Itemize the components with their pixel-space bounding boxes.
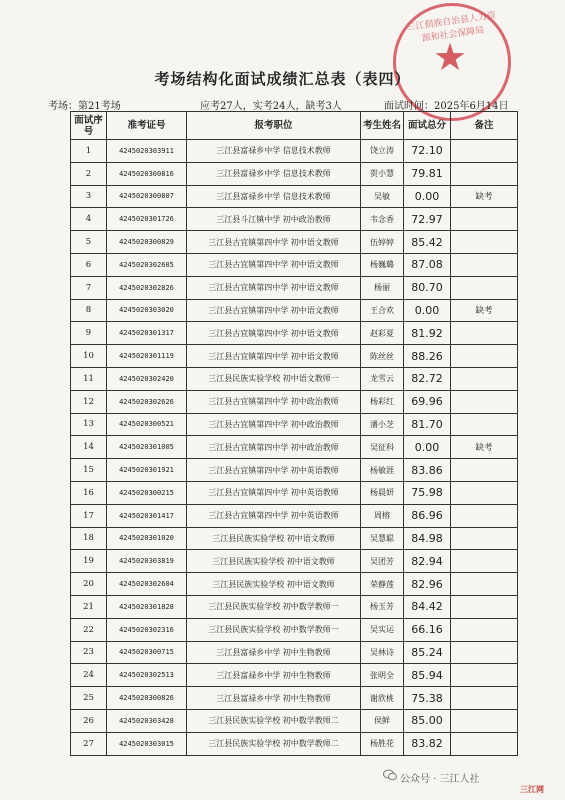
remark — [451, 641, 518, 664]
job-post: 三江县富禄乡中学 初中生物教师 — [187, 641, 361, 664]
total-score: 0.00 — [404, 436, 451, 459]
total-score: 82.96 — [404, 573, 451, 596]
ticket-id: 4245020300521 — [107, 413, 187, 436]
job-post: 三江县古宜镇第四中学 初中英语教师 — [187, 459, 361, 482]
row-number: 25 — [71, 687, 107, 710]
ticket-id: 4245020300215 — [107, 481, 187, 504]
score-table — [70, 111, 518, 756]
total-score: 72.10 — [404, 140, 451, 163]
table-row — [71, 413, 518, 436]
candidate-name: 杨丽 — [361, 276, 404, 299]
candidate-name: 贺小慧 — [361, 162, 404, 185]
job-post: 三江县民族实验学校 初中数学教师一 — [187, 595, 361, 618]
table-header-row — [71, 112, 518, 140]
candidate-name: 谢欣桃 — [361, 687, 404, 710]
job-post: 三江县富禄乡中学 信息技术教师 — [187, 140, 361, 163]
ticket-id: 4245020300829 — [107, 231, 187, 254]
remark — [451, 345, 518, 368]
candidate-name: 王合欢 — [361, 299, 404, 322]
job-post: 三江县古宜镇第四中学 初中语文教师 — [187, 231, 361, 254]
ticket-id: 4245020303428 — [107, 709, 187, 732]
remark — [451, 367, 518, 390]
seal-text: 三江侗族自治县人力资源和社会保障局 — [406, 10, 497, 45]
remark — [451, 550, 518, 573]
total-score: 66.16 — [404, 618, 451, 641]
candidate-name: 周榕 — [361, 504, 404, 527]
table-body — [71, 140, 518, 756]
job-post: 三江县民族实验学校 初中语文教师 — [187, 550, 361, 573]
job-post: 三江县民族实验学校 初中语文教师 — [187, 527, 361, 550]
table-row — [71, 436, 518, 459]
candidate-name: 韦念香 — [361, 208, 404, 231]
ticket-id: 4245020302513 — [107, 664, 187, 687]
table-row — [71, 687, 518, 710]
total-score: 81.92 — [404, 322, 451, 345]
job-post: 三江县富禄乡中学 初中生物教师 — [187, 664, 361, 687]
ticket-id: 4245020302604 — [107, 573, 187, 596]
total-score: 85.94 — [404, 664, 451, 687]
candidate-name: 张明全 — [361, 664, 404, 687]
candidate-name: 潘小芝 — [361, 413, 404, 436]
table-row — [71, 208, 518, 231]
table-row — [71, 367, 518, 390]
candidate-name: 伍婷婷 — [361, 231, 404, 254]
table-row — [71, 253, 518, 276]
row-number: 4 — [71, 208, 107, 231]
ticket-id: 4245020300816 — [107, 162, 187, 185]
row-number: 16 — [71, 481, 107, 504]
total-score: 83.86 — [404, 459, 451, 482]
row-number: 9 — [71, 322, 107, 345]
remark — [451, 276, 518, 299]
job-post: 三江县民族实验学校 初中语文教师一 — [187, 367, 361, 390]
table-row — [71, 550, 518, 573]
ticket-id: 4245020300715 — [107, 641, 187, 664]
total-score: 72.97 — [404, 208, 451, 231]
ticket-id: 4245020303911 — [107, 140, 187, 163]
total-score: 0.00 — [404, 185, 451, 208]
attendance-summary: 应考27人，实考24人，缺考3人 — [200, 101, 342, 112]
table-row — [71, 231, 518, 254]
row-number: 24 — [71, 664, 107, 687]
table-row — [71, 459, 518, 482]
job-post: 三江县古宜镇第四中学 初中语文教师 — [187, 322, 361, 345]
row-number: 10 — [71, 345, 107, 368]
total-score: 86.96 — [404, 504, 451, 527]
seal-star-icon: ★ — [433, 35, 468, 79]
candidate-name: 吴实运 — [361, 618, 404, 641]
table-row — [71, 573, 518, 596]
candidate-name: 吴团芳 — [361, 550, 404, 573]
ticket-id: 4245020302605 — [107, 253, 187, 276]
row-number: 5 — [71, 231, 107, 254]
total-score: 81.70 — [404, 413, 451, 436]
row-number: 3 — [71, 185, 107, 208]
total-score: 84.42 — [404, 595, 451, 618]
candidate-name: 杨敏涯 — [361, 459, 404, 482]
candidate-name: 龙雪云 — [361, 367, 404, 390]
header-seq: 面试序号 — [71, 112, 107, 140]
row-number: 17 — [71, 504, 107, 527]
table-row — [71, 276, 518, 299]
wechat-icon — [383, 769, 397, 781]
total-score: 79.81 — [404, 162, 451, 185]
remark — [451, 527, 518, 550]
remark — [451, 664, 518, 687]
row-number: 8 — [71, 299, 107, 322]
job-post: 三江县民族实验学校 初中数学教师一 — [187, 618, 361, 641]
remark — [451, 253, 518, 276]
ticket-id: 4245020302420 — [107, 367, 187, 390]
table-row — [71, 709, 518, 732]
job-post: 三江县民族实验学校 初中数学教师二 — [187, 709, 361, 732]
candidate-name: 杨巍璐 — [361, 253, 404, 276]
job-post: 三江县古宜镇第四中学 初中政治教师 — [187, 390, 361, 413]
remark — [451, 162, 518, 185]
remark — [451, 732, 518, 755]
remark — [451, 413, 518, 436]
ticket-id: 4245020300826 — [107, 687, 187, 710]
table-row — [71, 162, 518, 185]
table-row — [71, 345, 518, 368]
job-post: 三江县古宜镇第四中学 初中语文教师 — [187, 276, 361, 299]
total-score: 82.72 — [404, 367, 451, 390]
table-row — [71, 732, 518, 755]
row-number: 14 — [71, 436, 107, 459]
ticket-id: 4245020301005 — [107, 436, 187, 459]
candidate-name: 陈丝丝 — [361, 345, 404, 368]
candidate-name: 吴慧聪 — [361, 527, 404, 550]
table-row — [71, 299, 518, 322]
ticket-id: 4245020301020 — [107, 527, 187, 550]
candidate-name: 侯鲜 — [361, 709, 404, 732]
job-post: 三江县古宜镇第四中学 初中英语教师 — [187, 504, 361, 527]
header-name: 考生姓名 — [361, 112, 404, 140]
total-score: 85.42 — [404, 231, 451, 254]
header-score: 面试总分 — [404, 112, 451, 140]
exam-room: 考场：第21考场 — [48, 101, 121, 112]
job-post: 三江县富禄乡中学 信息技术教师 — [187, 162, 361, 185]
row-number: 2 — [71, 162, 107, 185]
interview-date: 面试时间：2025年6月14日 — [384, 101, 509, 112]
remark — [451, 322, 518, 345]
remark — [451, 459, 518, 482]
total-score: 82.94 — [404, 550, 451, 573]
candidate-name: 赵彩夏 — [361, 322, 404, 345]
remark — [451, 231, 518, 254]
ticket-id: 4245020301726 — [107, 208, 187, 231]
total-score: 75.38 — [404, 687, 451, 710]
row-number: 12 — [71, 390, 107, 413]
row-number: 23 — [71, 641, 107, 664]
total-score: 75.98 — [404, 481, 451, 504]
table-row — [71, 481, 518, 504]
ticket-id: 4245020301828 — [107, 595, 187, 618]
table-row — [71, 322, 518, 345]
table-row — [71, 641, 518, 664]
candidate-name: 荣静莲 — [361, 573, 404, 596]
header-note: 备注 — [451, 112, 518, 140]
job-post: 三江县古宜镇第四中学 初中语文教师 — [187, 345, 361, 368]
job-post: 三江县古宜镇第四中学 初中政治教师 — [187, 413, 361, 436]
job-post: 三江县民族实验学校 初中数学教师二 — [187, 732, 361, 755]
candidate-name: 饶立涛 — [361, 140, 404, 163]
remark — [451, 573, 518, 596]
footer-account: 公众号 · 三江人社 — [400, 774, 480, 785]
candidate-name: 吴敏 — [361, 185, 404, 208]
total-score: 88.26 — [404, 345, 451, 368]
total-score: 80.70 — [404, 276, 451, 299]
ticket-id: 4245020301921 — [107, 459, 187, 482]
ticket-id: 4245020301317 — [107, 322, 187, 345]
row-number: 1 — [71, 140, 107, 163]
ticket-id: 4245020301119 — [107, 345, 187, 368]
remark — [451, 504, 518, 527]
table-row — [71, 185, 518, 208]
job-post: 三江县民族实验学校 初中语文教师 — [187, 573, 361, 596]
total-score: 85.24 — [404, 641, 451, 664]
table-row — [71, 140, 518, 163]
job-post: 三江县古宜镇第四中学 初中语文教师 — [187, 253, 361, 276]
remark — [451, 481, 518, 504]
remark — [451, 687, 518, 710]
total-score: 83.82 — [404, 732, 451, 755]
remark — [451, 595, 518, 618]
ticket-id: 4245020303015 — [107, 732, 187, 755]
row-number: 21 — [71, 595, 107, 618]
header-post: 报考职位 — [187, 112, 361, 140]
row-number: 19 — [71, 550, 107, 573]
row-number: 18 — [71, 527, 107, 550]
table-row — [71, 504, 518, 527]
job-post: 三江县富禄乡中学 信息技术教师 — [187, 185, 361, 208]
remark — [451, 618, 518, 641]
header-ticket-id: 准考证号 — [107, 112, 187, 140]
row-number: 6 — [71, 253, 107, 276]
total-score: 85.00 — [404, 709, 451, 732]
job-post: 三江县古宜镇第四中学 初中语文教师 — [187, 299, 361, 322]
candidate-name: 吴林诗 — [361, 641, 404, 664]
row-number: 11 — [71, 367, 107, 390]
ticket-id: 4245020302316 — [107, 618, 187, 641]
remark — [451, 140, 518, 163]
job-post: 三江县古宜镇第四中学 初中政治教师 — [187, 436, 361, 459]
ticket-id: 4245020303819 — [107, 550, 187, 573]
total-score: 87.08 — [404, 253, 451, 276]
ticket-id: 4245020303020 — [107, 299, 187, 322]
row-number: 26 — [71, 709, 107, 732]
remark — [451, 390, 518, 413]
ticket-id: 4245020302626 — [107, 390, 187, 413]
candidate-name: 杨彩红 — [361, 390, 404, 413]
ticket-id: 4245020301417 — [107, 504, 187, 527]
job-post: 三江县古宜镇第四中学 初中英语教师 — [187, 481, 361, 504]
candidate-name: 杨胜花 — [361, 732, 404, 755]
document-title: 考场结构化面试成绩汇总表（表四） — [154, 70, 411, 88]
remark: 缺考 — [451, 436, 518, 459]
job-post: 三江县富禄乡中学 初中生物教师 — [187, 687, 361, 710]
candidate-name: 杨晨妍 — [361, 481, 404, 504]
site-logo: 三江网 — [520, 785, 544, 794]
table-row — [71, 595, 518, 618]
total-score: 0.00 — [404, 299, 451, 322]
job-post: 三江县斗江镇中学 初中政治教师 — [187, 208, 361, 231]
table-row — [71, 664, 518, 687]
table-row — [71, 527, 518, 550]
remark: 缺考 — [451, 299, 518, 322]
ticket-id: 4245020302826 — [107, 276, 187, 299]
candidate-name: 杨玉芳 — [361, 595, 404, 618]
row-number: 20 — [71, 573, 107, 596]
ticket-id: 4245020300807 — [107, 185, 187, 208]
total-score: 69.96 — [404, 390, 451, 413]
remark: 缺考 — [451, 185, 518, 208]
total-score: 84.98 — [404, 527, 451, 550]
row-number: 7 — [71, 276, 107, 299]
row-number: 15 — [71, 459, 107, 482]
remark — [451, 208, 518, 231]
row-number: 27 — [71, 732, 107, 755]
table-row — [71, 390, 518, 413]
row-number: 22 — [71, 618, 107, 641]
row-number: 13 — [71, 413, 107, 436]
remark — [451, 709, 518, 732]
table-row — [71, 618, 518, 641]
candidate-name: 吴征科 — [361, 436, 404, 459]
